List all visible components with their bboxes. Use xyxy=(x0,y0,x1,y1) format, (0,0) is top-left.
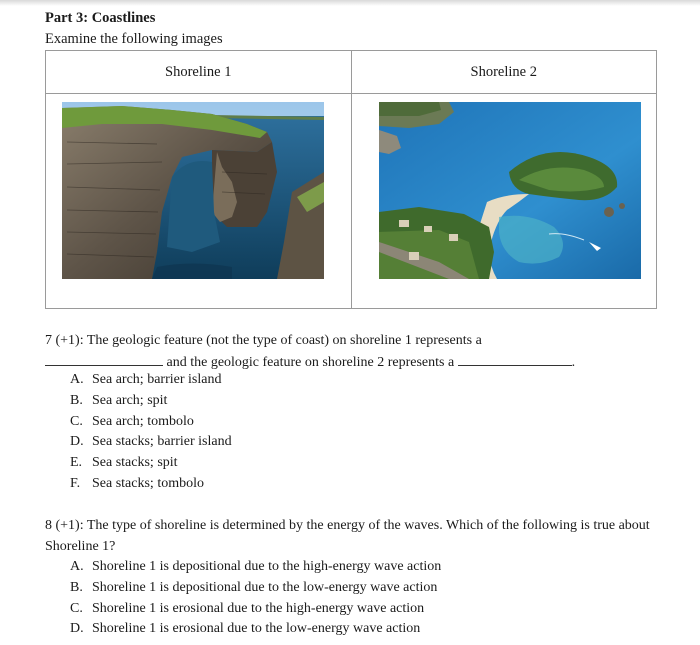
question-8 xyxy=(45,515,655,557)
instructions: Examine the following images xyxy=(45,31,223,47)
top-shadow xyxy=(0,0,700,6)
question-8-options xyxy=(70,557,441,640)
question-7-stem-line1: 7 (+1): The geologic feature (not the type of coast) on shoreline 1 represents a xyxy=(45,333,482,348)
part-title: Part 3: Coastlines xyxy=(45,10,156,26)
option-8b[interactable]: B. Shoreline 1 is depositional due to the low-energy wave action xyxy=(70,579,438,595)
option-7e[interactable]: E. Sea stacks; spit xyxy=(70,455,178,471)
option-7f[interactable]: F. Sea stacks; tombolo xyxy=(70,475,204,491)
option-7d[interactable]: D. Sea stacks; barrier island xyxy=(70,434,232,450)
option-8a[interactable]: A. Shoreline 1 is depositional due to the high-energy wave action xyxy=(70,559,442,574)
option-8c[interactable]: C. Shoreline 1 is erosional due to the high-energy wave action xyxy=(70,600,425,616)
shoreline-2-header: Shoreline 2 xyxy=(351,51,657,94)
question-7-stem-end: . xyxy=(571,355,576,370)
question-7 xyxy=(45,330,655,373)
question-7-stem-mid: and the geologic feature on shoreline 2 represents a xyxy=(166,355,455,370)
shoreline-2-cell xyxy=(351,94,657,309)
option-7a[interactable]: A. Sea arch; barrier island xyxy=(70,372,222,387)
option-7c[interactable]: C. Sea arch; tombolo xyxy=(70,413,194,429)
answer-blank-2 xyxy=(458,351,572,366)
option-7b[interactable]: B. Sea arch; spit xyxy=(70,392,168,408)
option-8d[interactable]: D. Shoreline 1 is erosional due to the low-energy wave action xyxy=(70,621,421,637)
question-8-stem: 8 (+1): The type of shoreline is determined by the energy of the waves. Which of the following is true about Shoreline 1? xyxy=(45,518,650,554)
question-7-options xyxy=(70,370,232,495)
answer-blank-1 xyxy=(45,351,163,366)
tombolo-photo xyxy=(379,102,641,279)
sea-arch-photo xyxy=(62,102,324,279)
shoreline-1-cell xyxy=(46,94,352,309)
shoreline-1-header: Shoreline 1 xyxy=(46,51,352,94)
shoreline-image-table xyxy=(45,50,657,309)
